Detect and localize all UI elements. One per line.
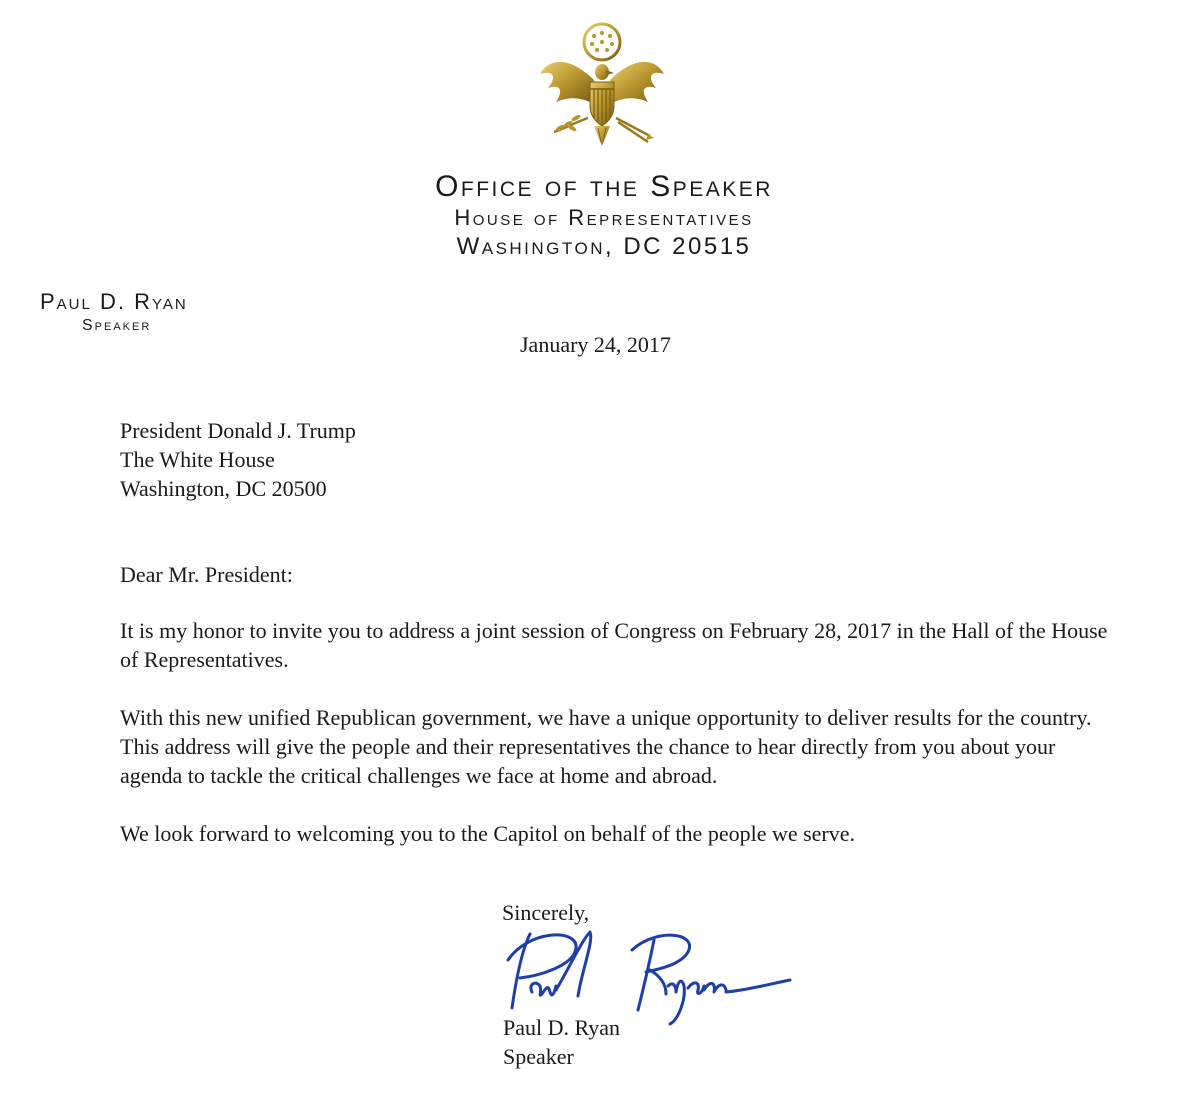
recipient-address — [120, 416, 356, 503]
letterhead-house: House of Representatives — [454, 205, 754, 230]
letter-date: January 24, 2017 — [520, 332, 671, 357]
recipient-line-place: The White House — [120, 447, 275, 472]
body-paragraph: With this new unified Republican government, we have a unique opportunity to deliver results for the country. This address will give the people and their representatives the chance to hear directly from you about your agenda to tackle the critical challenges we face at home and abroad. — [120, 705, 1092, 788]
letterhead-address: Washington, DC 20515 — [456, 233, 752, 260]
signature-title: Speaker — [503, 1044, 574, 1069]
recipient-line-city: Washington, DC 20500 — [120, 476, 327, 501]
body-paragraph: We look forward to welcoming you to the Capitol on behalf of the people we serve. — [120, 821, 856, 846]
letterhead-office: Office of the Speaker — [435, 170, 773, 203]
sender-name: Paul D. Ryan — [40, 289, 188, 314]
eagle-seal-icon — [532, 18, 672, 158]
recipient-line-name: President Donald J. Trump — [120, 418, 356, 443]
letterhead — [300, 170, 908, 262]
sender-title: Speaker — [82, 317, 152, 334]
letter-body — [120, 616, 1120, 877]
sender-block — [40, 288, 240, 336]
closing: Sincerely, — [502, 900, 590, 925]
body-paragraph: It is my honor to invite you to address a joint session of Congress on February 28, 2017 in the Hall of the House of Representatives. — [120, 618, 1108, 672]
signature-name: Paul D. Ryan — [503, 1015, 621, 1040]
salutation: Dear Mr. President: — [120, 562, 293, 587]
